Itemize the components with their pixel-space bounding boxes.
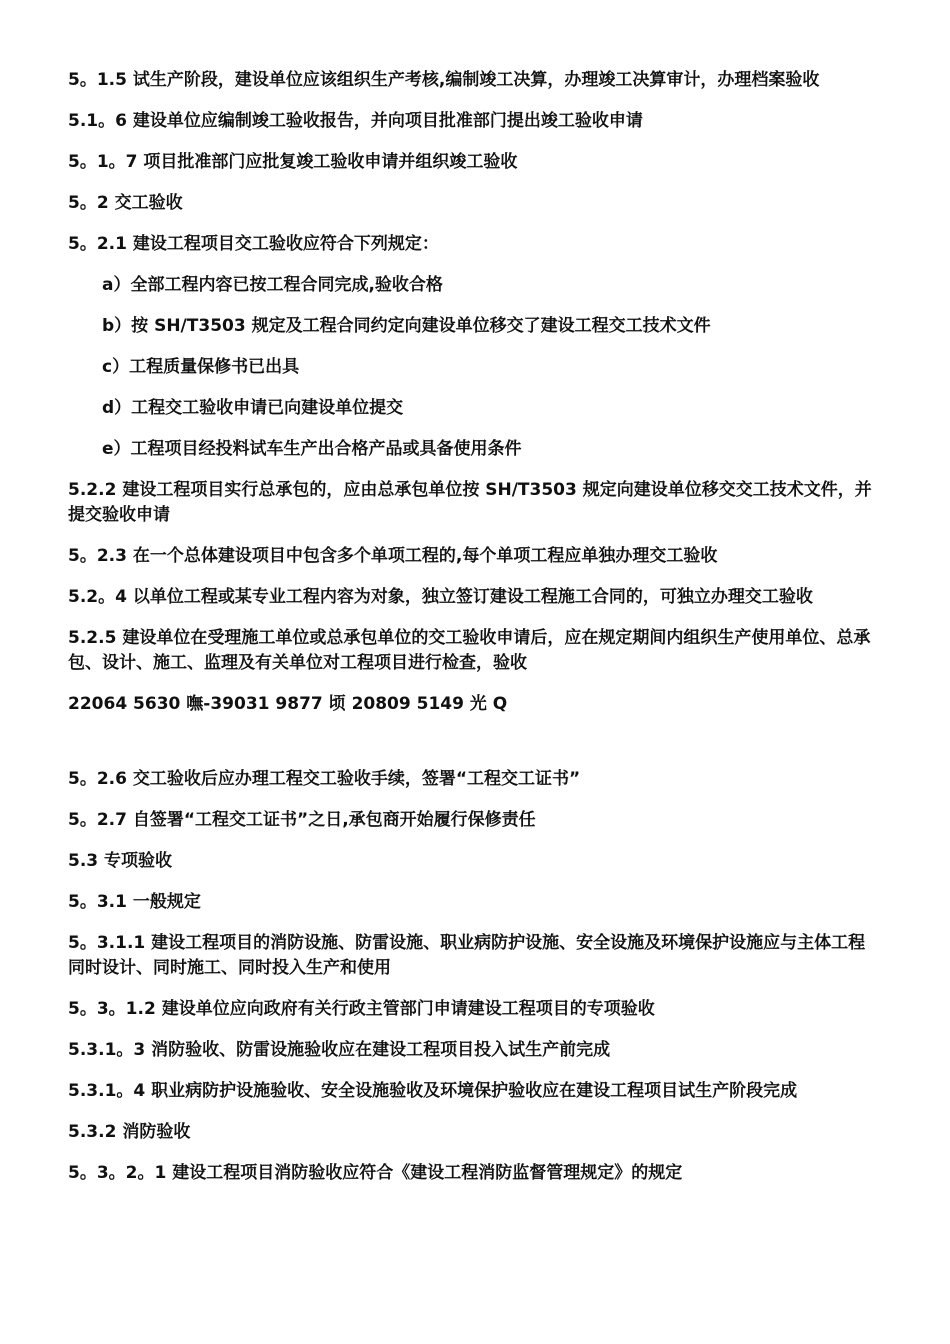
paragraph-5-3-2-1: 5。3。2。1 建设工程项目消防验收应符合《建设工程消防监督管理规定》的规定: [68, 1163, 683, 1183]
paragraph-5-2-5: 5.2.5 建设单位在受理施工单位或总承包单位的交工验收申请后，应在规定期间内组织生产使用单位、总承包、设计、施工、监理及有关单位对工程项目进行检查，验收: [68, 628, 871, 673]
paragraph-5-2-1: 5。2.1 建设工程项目交工验收应符合下列规定：: [68, 234, 439, 254]
section-heading-5-2: 5。2 交工验收: [68, 193, 183, 213]
paragraph-5-3-1-3: 5.3.1。3 消防验收、防雷设施验收应在建设工程项目投入试生产前完成: [68, 1040, 611, 1060]
paragraph-5-2-6: 5。2.6 交工验收后应办理工程交工验收手续，签署“工程交工证书”: [68, 769, 581, 789]
list-item-c: c）工程质量保修书已出具: [102, 357, 300, 377]
paragraph-5-2-2: 5.2.2 建设工程项目实行总承包的，应由总承包单位按 SH/T3503 规定向建设单位移交交工技术文件，并提交验收申请: [68, 480, 872, 525]
paragraph-5-2-3: 5。2.3 在一个总体建设项目中包含多个单项工程的,每个单项工程应单独办理交工验收: [68, 546, 718, 566]
paragraph-5-2-4: 5.2。4 以单位工程或某专业工程内容为对象，独立签订建设工程施工合同的，可独立办理交工验收: [68, 587, 813, 607]
noise-text-line: 22064 5630 嘸-39031 9877 顷 20809 5149 光 Q: [68, 694, 508, 714]
list-item-a: a）全部工程内容已按工程合同完成,验收合格: [102, 275, 443, 295]
section-heading-5-3-2: 5.3.2 消防验收: [68, 1122, 191, 1142]
paragraph-5-3-1-1: 5。3.1.1 建设工程项目的消防设施、防雷设施、职业病防护设施、安全设施及环境保护设施应与主体工程同时设计、同时施工、同时投入生产和使用: [68, 933, 866, 978]
paragraph-5-2-7: 5。2.7 自签署“工程交工证书”之日,承包商开始履行保修责任: [68, 810, 536, 830]
paragraph-5-3-1-4: 5.3.1。4 职业病防护设施验收、安全设施验收及环境保护验收应在建设工程项目试生产阶段完成: [68, 1081, 798, 1101]
paragraph-5-3-1-2: 5。3。1.2 建设单位应向政府有关行政主管部门申请建设工程项目的专项验收: [68, 999, 655, 1019]
section-heading-5-3-1: 5。3.1 一般规定: [68, 892, 201, 912]
paragraph-5-1-6: 5.1。6 建设单位应编制竣工验收报告，并向项目批准部门提出竣工验收申请: [68, 111, 643, 131]
paragraph-5-1-5: 5。1.5 试生产阶段，建设单位应该组织生产考核,编制竣工决算，办理竣工决算审计，办理档案验收: [68, 70, 820, 90]
list-item-e: e）工程项目经投料试车生产出合格产品或具备使用条件: [102, 439, 522, 459]
list-item-b: b）按 SH/T3503 规定及工程合同约定向建设单位移交了建设工程交工技术文件: [102, 316, 711, 336]
list-item-d: d）工程交工验收申请已向建设单位提交: [102, 398, 404, 418]
paragraph-5-1-7: 5。1。7 项目批准部门应批复竣工验收申请并组织竣工验收: [68, 152, 518, 172]
section-heading-5-3: 5.3 专项验收: [68, 851, 173, 871]
